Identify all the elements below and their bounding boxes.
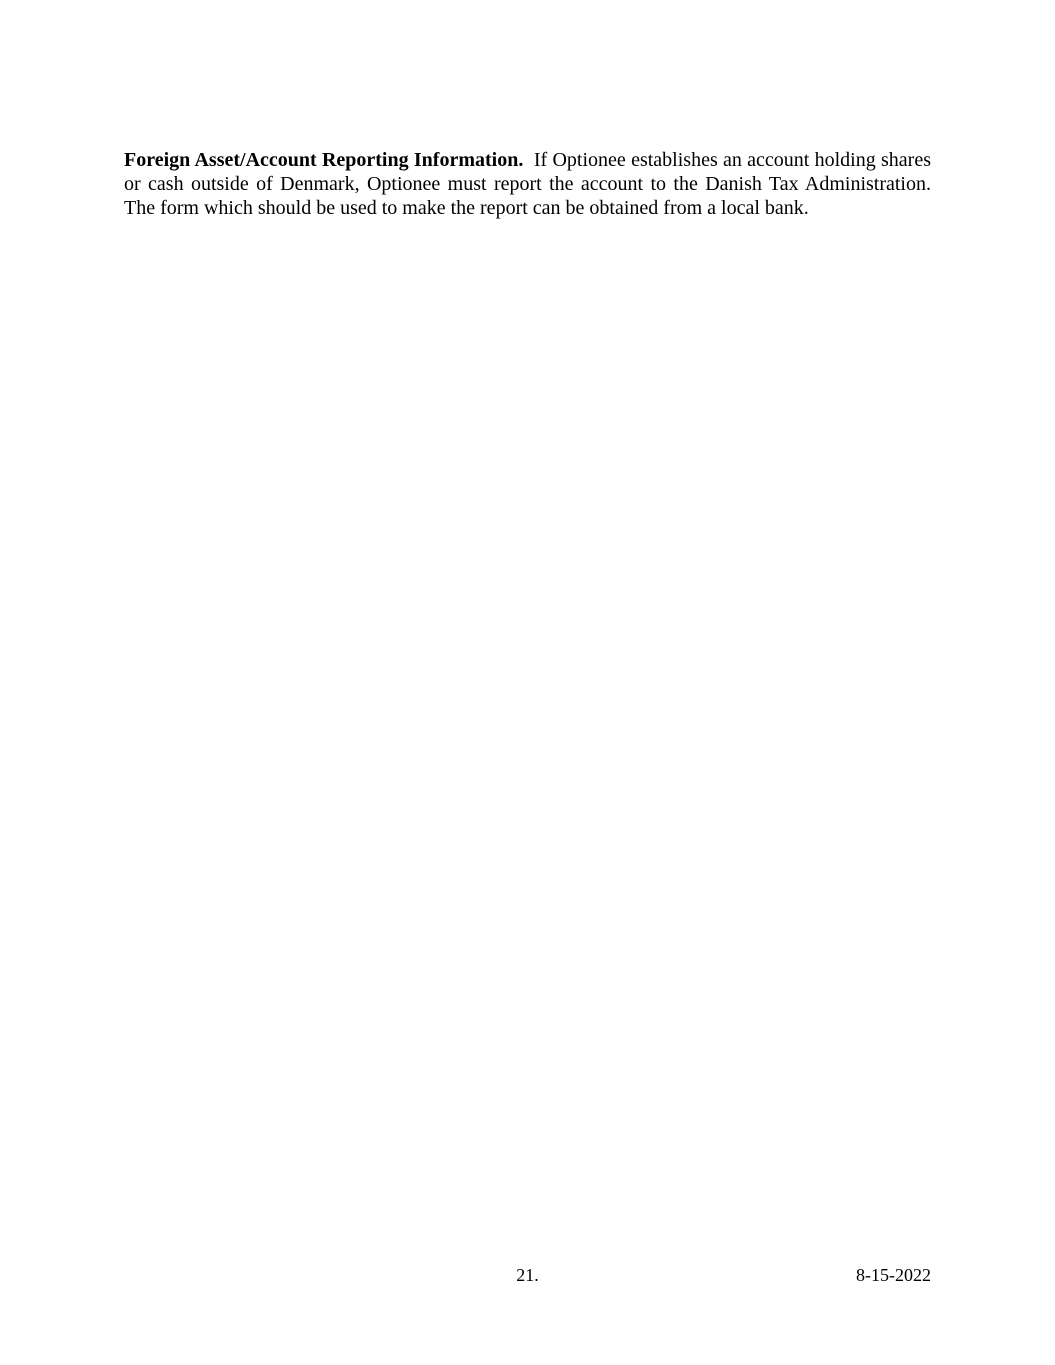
footer-date: 8-15-2022 xyxy=(856,1265,931,1285)
section-body: If Optionee establishes an account holding shares or cash outside of Denmark, Optionee must report the account to the Danish Tax Administration. The form which should be used to make the report can be obtained from a local bank. xyxy=(124,149,931,219)
section-paragraph xyxy=(124,148,931,220)
page-number: 21. xyxy=(516,1265,539,1285)
section-heading: Foreign Asset/Account Reporting Information. xyxy=(124,149,524,171)
